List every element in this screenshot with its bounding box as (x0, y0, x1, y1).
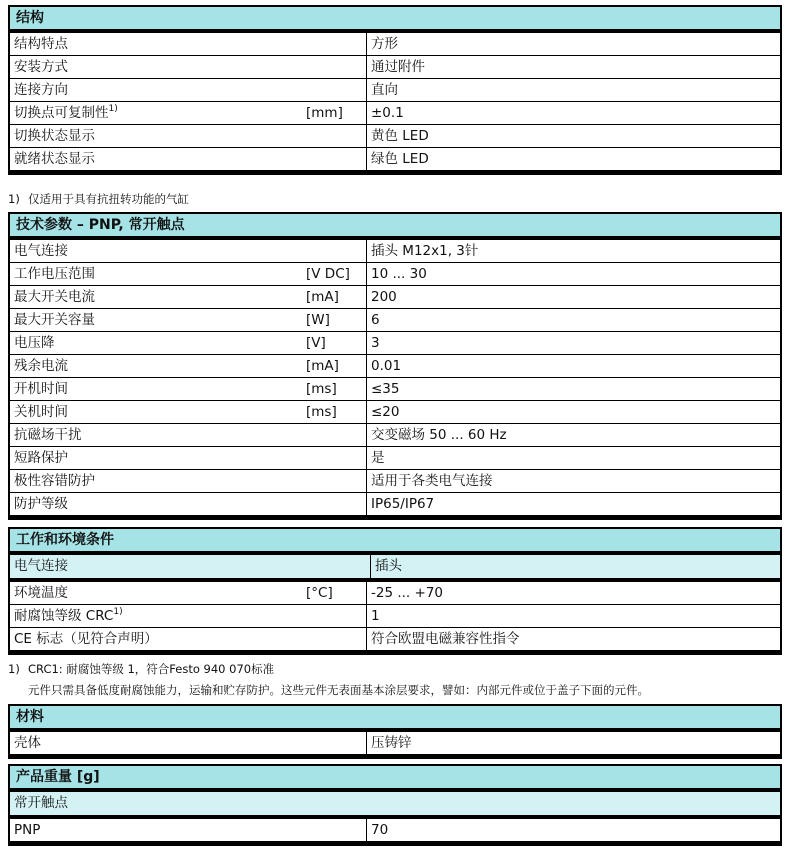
row-label-text: 极性容错防护 (14, 473, 95, 489)
table-row (10, 424, 780, 447)
section-table (8, 764, 782, 846)
row-unit (306, 125, 366, 147)
row-value: 0.01 (366, 355, 780, 377)
table-row (10, 732, 780, 754)
footnote-text: 元件只需具备低度耐腐蚀能力，运输和贮存防护。这些元件无表面基本涂层要求，譬如：内部元件或位于盖子下面的元件。 (28, 683, 649, 697)
row-label-text: PNP (14, 822, 41, 838)
row-unit (306, 79, 366, 101)
row-value: 绿色 LED (366, 148, 780, 170)
section-header: 材料 (10, 704, 780, 732)
footnote-number: 1) (8, 662, 20, 676)
row-label (10, 33, 306, 55)
row-unit (306, 628, 366, 650)
row-label (10, 424, 306, 446)
row-value: ≤20 (366, 401, 780, 423)
row-value: 符合欧盟电磁兼容性指令 (366, 628, 780, 650)
row-label (10, 355, 306, 377)
row-label (10, 582, 306, 604)
section-table (8, 5, 782, 175)
row-label (10, 309, 306, 331)
row-label (10, 401, 306, 423)
section-table (8, 212, 782, 520)
row-label-text: 关机时间 (14, 404, 68, 420)
row-value: 70 (366, 819, 780, 841)
table-row (10, 582, 780, 605)
row-unit (306, 819, 366, 841)
row-label (10, 263, 306, 285)
footnote (8, 661, 649, 703)
row-label-text: 耐腐蚀等级 CRC (14, 608, 114, 624)
section-header: 技术参数 – PNP, 常开触点 (10, 212, 780, 240)
row-label (10, 102, 306, 124)
table-row (10, 286, 780, 309)
row-value: 是 (366, 447, 780, 469)
row-value: 200 (366, 286, 780, 308)
row-label (10, 493, 306, 515)
row-unit: [mA] (306, 358, 339, 374)
table-row (10, 148, 780, 170)
row-unit (306, 732, 366, 754)
table-row (10, 240, 780, 263)
row-unit (306, 56, 366, 78)
subheader-row (10, 555, 780, 582)
row-unit (306, 33, 366, 55)
row-label-text: 连接方向 (14, 82, 68, 98)
row-label (10, 732, 306, 754)
row-unit (306, 424, 366, 446)
row-value: 6 (366, 309, 780, 331)
row-label-text: 安装方式 (14, 59, 68, 75)
footnote (8, 191, 189, 212)
row-unit (306, 493, 366, 515)
row-label-text: 壳体 (14, 735, 41, 751)
row-value: 直向 (366, 79, 780, 101)
row-label-text: 抗磁场干扰 (14, 427, 82, 443)
row-label-text: 最大开关电流 (14, 289, 95, 305)
row-label-text: CE 标志（见符合声明） (14, 631, 158, 647)
subheader-value: 插头 (370, 555, 780, 578)
section-header: 工作和环境条件 (10, 527, 780, 555)
row-unit: [°C] (306, 585, 333, 601)
table-row (10, 819, 780, 841)
row-value: 插头 M12x1, 3针 (366, 240, 780, 262)
row-label (10, 470, 306, 492)
row-label (10, 286, 306, 308)
row-unit: [mm] (306, 105, 343, 121)
footnote-line (8, 191, 189, 207)
table-row (10, 355, 780, 378)
table-row (10, 605, 780, 628)
table-row (10, 309, 780, 332)
table-row (10, 33, 780, 56)
table-row (10, 447, 780, 470)
row-unit: [mA] (306, 289, 339, 305)
row-label-text: 结构特点 (14, 36, 68, 52)
row-value: 方形 (366, 33, 780, 55)
row-unit: [W] (306, 312, 330, 328)
row-unit (306, 447, 366, 469)
row-unit (306, 605, 366, 627)
row-value: IP65/IP67 (366, 493, 780, 515)
table-row (10, 628, 780, 650)
table-row (10, 332, 780, 355)
row-label-text: 就绪状态显示 (14, 151, 95, 167)
row-label (10, 79, 306, 101)
row-value: -25 ... +70 (366, 582, 780, 604)
row-unit (306, 470, 366, 492)
row-label (10, 240, 306, 262)
footnote-ref: 1) (108, 104, 118, 114)
table-row (10, 79, 780, 102)
row-label (10, 56, 306, 78)
footnote-ref: 1) (113, 607, 123, 617)
subheader-row: 常开触点 (10, 792, 780, 819)
table-row (10, 401, 780, 424)
row-value: ≤35 (366, 378, 780, 400)
row-label-text: 最大开关容量 (14, 312, 95, 328)
row-label (10, 447, 306, 469)
table-row (10, 125, 780, 148)
row-value: 交变磁场 50 ... 60 Hz (366, 424, 780, 446)
row-value: 适用于各类电气连接 (366, 470, 780, 492)
row-label (10, 148, 306, 170)
row-label-text: 环境温度 (14, 585, 68, 601)
row-label (10, 332, 306, 354)
row-unit: [ms] (306, 381, 337, 397)
section-header: 结构 (10, 5, 780, 33)
row-unit (306, 240, 366, 262)
section-table (8, 527, 782, 655)
table-row (10, 493, 780, 515)
row-unit: [ms] (306, 404, 337, 420)
row-label-text: 工作电压范围 (14, 266, 95, 282)
row-unit (306, 148, 366, 170)
footnote-line (8, 682, 649, 698)
table-row (10, 56, 780, 79)
row-label (10, 378, 306, 400)
row-unit: [V DC] (306, 266, 350, 282)
row-label (10, 605, 306, 627)
footnote-number: 1) (8, 192, 20, 206)
footnote-text: 仅适用于具有抗扭转功能的气缸 (28, 192, 189, 206)
row-label-text: 切换点可复制性 (14, 105, 109, 121)
row-unit: [V] (306, 335, 326, 351)
section-header: 产品重量 [g] (10, 764, 780, 792)
row-label-text: 防护等级 (14, 496, 68, 512)
row-label-text: 开机时间 (14, 381, 68, 397)
row-label-text: 切换状态显示 (14, 128, 95, 144)
footnote-line (8, 661, 649, 677)
row-label (10, 628, 306, 650)
row-label (10, 819, 306, 841)
row-value: 3 (366, 332, 780, 354)
row-value: 1 (366, 605, 780, 627)
row-value: 通过附件 (366, 56, 780, 78)
row-value: ±0.1 (366, 102, 780, 124)
row-label (10, 125, 306, 147)
section-table (8, 704, 782, 759)
row-value: 压铸锌 (366, 732, 780, 754)
row-label-text: 残余电流 (14, 358, 68, 374)
table-row (10, 470, 780, 493)
row-value: 黄色 LED (366, 125, 780, 147)
table-row (10, 263, 780, 286)
table-row (10, 378, 780, 401)
table-row (10, 102, 780, 125)
subheader-label: 电气连接 (14, 558, 68, 574)
row-label-text: 短路保护 (14, 450, 68, 466)
row-label-text: 电气连接 (14, 243, 68, 259)
row-value: 10 ... 30 (366, 263, 780, 285)
footnote-text: CRC1: 耐腐蚀等级 1，符合Festo 940 070标准 (28, 662, 275, 676)
row-label-text: 电压降 (14, 335, 55, 351)
